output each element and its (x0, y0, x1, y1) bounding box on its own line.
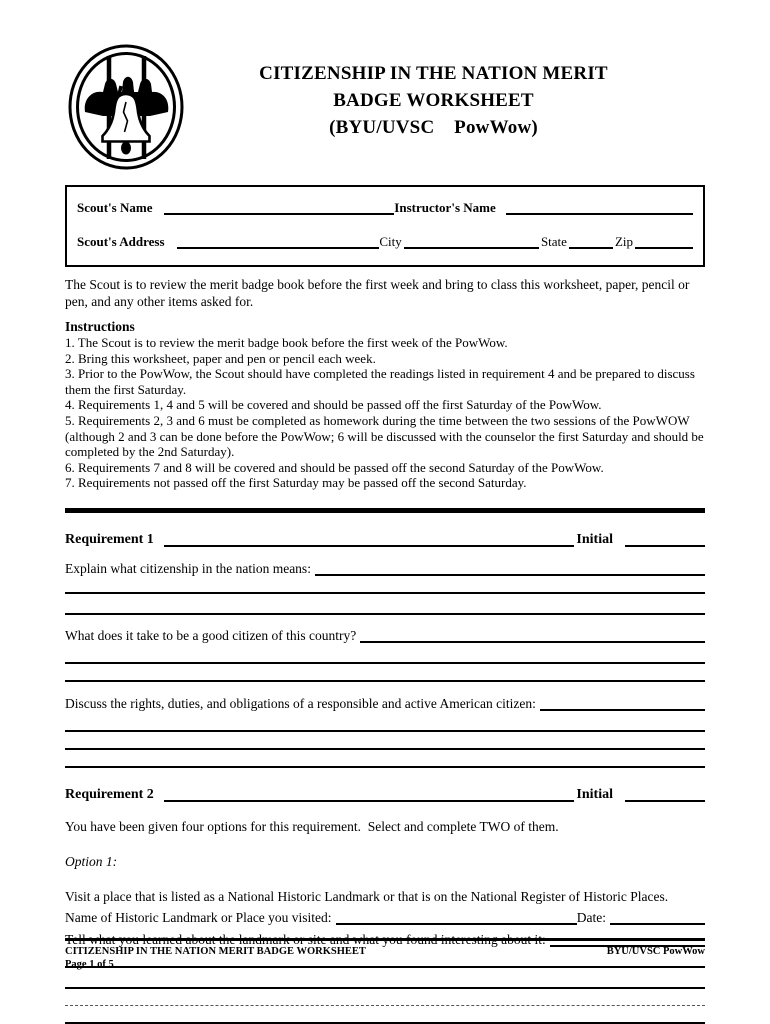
answer-line[interactable] (65, 592, 705, 594)
requirement-1-label: Requirement 1 (65, 531, 154, 547)
option-1-description: Visit a place that is listed as a National Historic Landmark or that is on the National Register of Historic Places. (65, 888, 669, 904)
zip-label: Zip (614, 234, 633, 249)
footer-page-number: Page 1 of 5 (65, 959, 114, 970)
answer-line[interactable] (65, 680, 705, 682)
document-title (190, 60, 677, 141)
instruction-item: 7. Requirements not passed off the first Saturday may be passed off the second Saturday. (65, 475, 527, 491)
instructors-name-label: Instructor's Name (394, 200, 496, 215)
requirement-2-label: Requirement 2 (65, 786, 154, 802)
question-good-citizen-row (65, 628, 705, 643)
city-field[interactable] (404, 235, 539, 249)
state-field[interactable] (569, 235, 613, 249)
requirement-2-intro: You have been given four options for this requirement. Select and complete TWO of them. (65, 818, 559, 834)
header (65, 42, 705, 172)
liberty-bell-icon (65, 42, 187, 172)
title-line-3: (BYU/UVSC PowWow) (329, 117, 538, 138)
question-explain-label: Explain what citizenship in the nation means: (65, 560, 311, 576)
instructors-name-field[interactable] (506, 201, 693, 215)
answer-line[interactable] (360, 629, 705, 643)
scouts-name-field[interactable] (164, 201, 394, 215)
requirement-2-header (65, 787, 705, 802)
intro-paragraph: The Scout is to review the merit badge book before the first week and bring to class this worksheet, paper, pencil or pen, and any other items asked for. (65, 277, 690, 309)
info-row-2 (77, 235, 695, 249)
answer-line[interactable] (65, 662, 705, 664)
footer-divider (65, 938, 705, 941)
requirement-1-initial-field[interactable] (625, 532, 705, 547)
landmark-name-row (65, 910, 705, 925)
answer-line-dashed[interactable] (65, 1005, 705, 1006)
answer-line[interactable] (65, 730, 705, 732)
instructions-heading: Instructions (65, 319, 135, 334)
instruction-item: 5. Requirements 2, 3 and 6 must be completed as homework during the time between the two sessions of the PowWOW (although 2 and 3 can be done before the PowWow; 6 will be discussed with the counselor the first Saturday and should be completed by the 2nd Saturday). (65, 412, 704, 460)
initial-label: Initial (576, 531, 613, 547)
requirement-1-field[interactable] (164, 532, 575, 547)
answer-line[interactable] (540, 697, 705, 711)
footer-row (65, 945, 705, 958)
instruction-item: 4. Requirements 1, 4 and 5 will be covered and should be passed off the first Saturday of the PowWow. (65, 397, 602, 413)
question-discuss-label: Discuss the rights, duties, and obligations of a responsible and active American citizen: (65, 695, 536, 711)
requirement-2-initial-field[interactable] (625, 787, 705, 802)
instruction-item: 1. The Scout is to review the merit badge book before the first week of the PowWow. (65, 335, 508, 350)
instruction-item: 2. Bring this worksheet, paper and pen or pencil each week. (65, 350, 376, 366)
requirement-2-field[interactable] (164, 787, 575, 802)
question-explain-row (65, 561, 705, 576)
title-line-1: CITIZENSHIP IN THE NATION MERIT (259, 63, 608, 84)
landmark-name-field[interactable] (336, 911, 577, 925)
footer-right-title: BYU/UVSC PowWow (606, 946, 705, 957)
instruction-item: 6. Requirements 7 and 8 will be covered and should be passed off the second Saturday of the PowWow. (65, 459, 604, 475)
info-row-1 (77, 201, 695, 215)
scout-info-box (65, 185, 705, 267)
instruction-item: 3. Prior to the PowWow, the Scout should have completed the readings listed in requirement 4 and be prepared to discuss them the first Saturday. (65, 366, 695, 397)
scouts-name-label: Scout's Name (77, 200, 153, 215)
state-label: State (540, 234, 567, 249)
page-footer (65, 938, 705, 971)
zip-field[interactable] (635, 235, 693, 249)
question-good-citizen-label: What does it take to be a good citizen of this country? (65, 627, 357, 643)
date-label: Date: (576, 909, 606, 925)
title-line-2: BADGE WORKSHEET (333, 90, 534, 111)
requirement-1-header (65, 532, 705, 547)
answer-line[interactable] (65, 987, 705, 989)
answer-line[interactable] (65, 766, 705, 768)
date-field[interactable] (610, 911, 705, 925)
answer-line[interactable] (65, 748, 705, 750)
footer-left-title: CITIZENSHIP IN THE NATION MERIT BADGE WORKSHEET (65, 946, 366, 957)
merit-badge-logo (65, 42, 190, 172)
scouts-address-field[interactable] (177, 235, 380, 249)
answer-line[interactable] (65, 613, 705, 615)
scouts-address-label: Scout's Address (77, 234, 165, 249)
city-label: City (379, 234, 402, 249)
question-discuss-row (65, 696, 705, 711)
section-divider (65, 508, 705, 513)
initial-label: Initial (576, 786, 613, 802)
landmark-name-label: Name of Historic Landmark or Place you visited: (65, 909, 332, 925)
answer-line[interactable] (315, 562, 705, 576)
option-1-label: Option 1: (65, 853, 118, 869)
